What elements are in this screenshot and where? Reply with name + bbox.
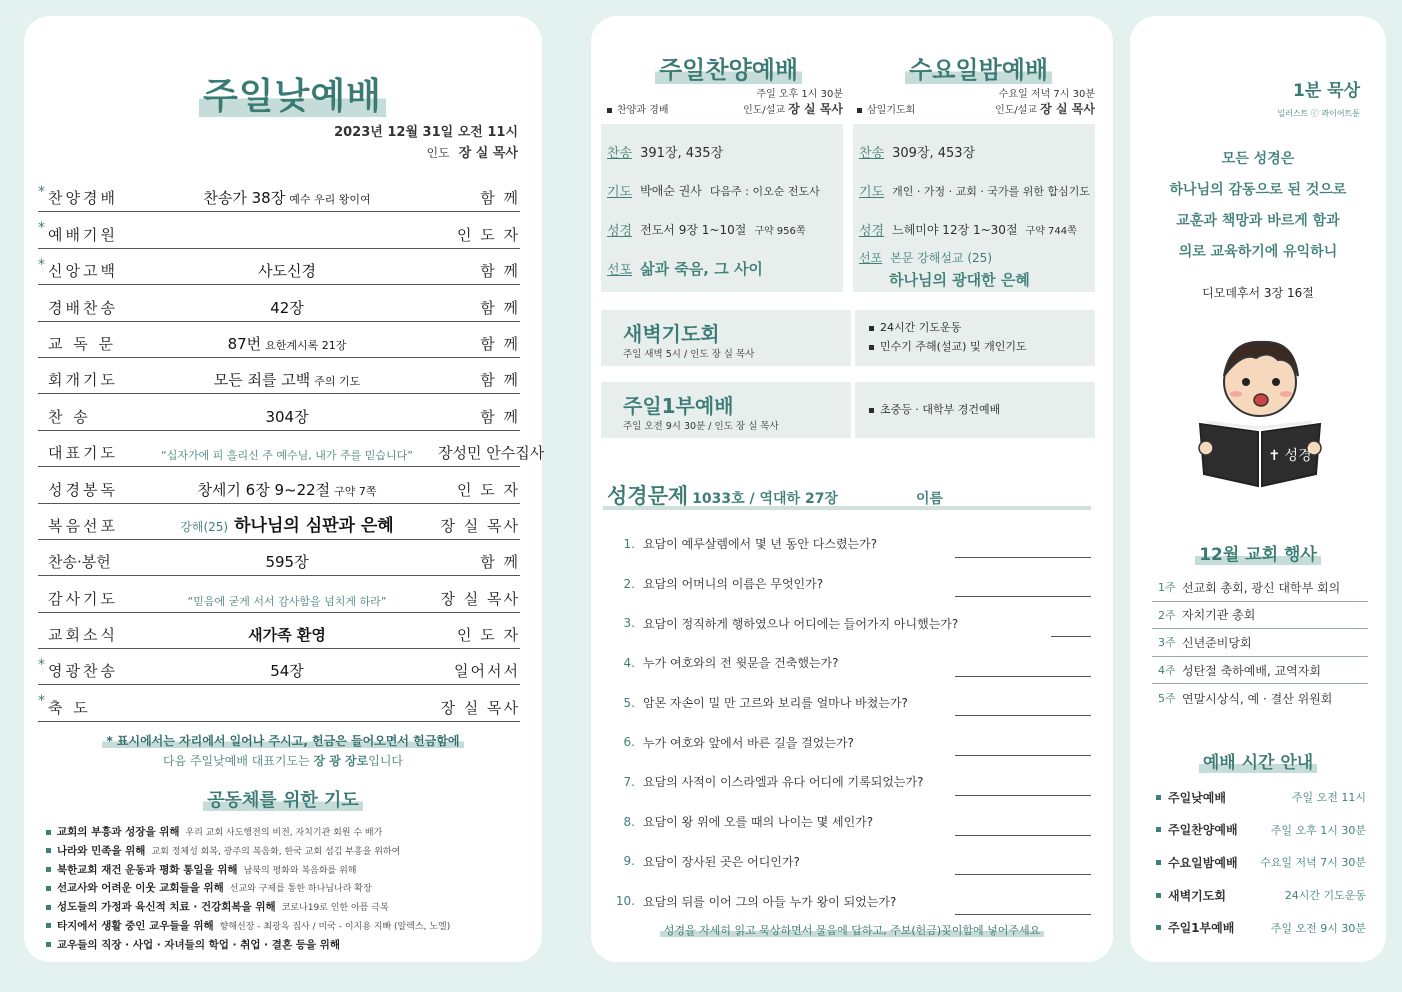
bible-reader-illustration [1190, 324, 1330, 494]
answer-line[interactable] [955, 914, 1091, 915]
verse-reference: 디모데후서 3장 16절 [1202, 286, 1314, 300]
quiz-questions [613, 524, 1091, 921]
order-content: 304장 [265, 407, 309, 426]
quiz-question: 3. 요담이 정직하게 행하였으나 어디에는 들어가지 아니했는가? [613, 603, 1091, 643]
order-who: 함 께 [480, 407, 520, 426]
order-who: 인 도 자 [456, 480, 520, 499]
order-row [38, 649, 520, 685]
order-content: 사도신경 [258, 262, 316, 281]
order-name: 찬양경배 [48, 189, 118, 208]
order-name: 대표기도 [48, 444, 118, 463]
list-item: 3주 신년준비당회 [1152, 629, 1368, 657]
order-content: 595장 [265, 553, 309, 572]
service-times-list [1156, 781, 1366, 944]
order-who: 함 께 [480, 298, 520, 317]
order-row [38, 613, 520, 649]
list-item: 나라와 민족을 위해 교회 정체성 회복, 광주의 복음화, 한국 교회 섬김 부흥을 위하여 [46, 843, 536, 862]
order-content: “믿음에 굳게 서서 감사함을 넘치게 하라” [187, 594, 387, 608]
list-item: 수요일밤예배 수요일 저녁 7시 30분 [1156, 846, 1366, 879]
order-row [38, 504, 520, 540]
meditation-title: 1분 묵상 [1292, 81, 1360, 101]
order-name: 감사기도 [48, 589, 118, 608]
list-item: 교회의 부흥과 성장을 위해 우리 교회 사도행전의 비전, 자치기관 회원 수 배가 [46, 824, 536, 843]
wednesday-service-header: 삼일기도회 수요일 저녁 7시 30분 인도/설교 장 실 목사 [853, 88, 1095, 118]
order-who: 함 께 [480, 262, 520, 281]
first-service-items: 초중등 · 대학부 경건예배 [869, 400, 1000, 419]
praise-service-title: 주일찬양예배 [655, 50, 802, 85]
answer-line[interactable] [955, 596, 1091, 597]
order-name: 교회소식 [48, 626, 118, 645]
prayer-list [46, 824, 536, 956]
standing-note: * 표시에서는 자리에서 일어나 주시고, 헌금은 들어오면서 헌금함에 [102, 734, 463, 748]
quiz-title: 성경문제 1033호 / 역대하 27장 이름 [607, 484, 944, 508]
service-date-block [334, 122, 518, 164]
page-title: 주일낮예배 [199, 68, 386, 119]
order-row [38, 322, 520, 358]
order-content: 강해(25) 하나님의 심판과 은혜 [180, 515, 394, 536]
list-item: 주일1부예배 주일 오전 9시 30분 [1156, 911, 1366, 944]
list-item: 성도들의 가정과 육신적 치료 · 건강회복을 위해 코로나19로 인한 아픔 극복 [46, 899, 536, 918]
order-who: 인 도 자 [456, 225, 520, 244]
order-name: 찬송·봉헌 [48, 553, 111, 572]
order-content: 87번 요한계시록 21장 [227, 334, 347, 353]
order-content: 54장 [270, 662, 304, 681]
order-who: 함 께 [480, 334, 520, 353]
order-who: 장 실 목사 [440, 589, 520, 608]
stand-marker: * [38, 184, 45, 200]
order-name: 교 독 문 [48, 334, 117, 353]
order-content: 창세기 6장 9~22절 구약 7쪽 [197, 480, 377, 499]
quiz-question: 4. 누가 여호와의 전 윗문을 건축했는가? [613, 643, 1091, 683]
list-item: 타지에서 생활 중인 교우들을 위해 향해선장 - 최광옥 집사 / 미국 - 이지용 지빠 (알렉스, 노엘) [46, 918, 536, 937]
list-item: 1주 선교회 총회, 광신 대학부 회의 [1152, 574, 1368, 602]
illustration-credit: 일러스트 ⓒ 콰이어트툰 [1277, 109, 1360, 118]
first-service-box [601, 382, 1095, 438]
list-item: 선교사와 어려운 이웃 교회들을 위해 선교와 구제를 통한 하나님나라 확장 [46, 880, 536, 899]
answer-line[interactable] [955, 557, 1091, 558]
book-label: ✝ 성경 [1268, 448, 1312, 464]
quiz-question: 7. 요담의 사적이 이스라엘과 유다 어디에 기록되었는가? [613, 762, 1091, 802]
meditation-verse: 모든 성경은 하나님의 감동으로 된 것으로 교훈과 책망과 바르게 함과 의로 교육하기에 유익하니 [1169, 151, 1347, 260]
order-row [38, 249, 520, 285]
service-times-title: 예배 시간 안내 [1130, 748, 1386, 773]
quiz-question: 9. 요담이 장사된 곳은 어디인가? [613, 842, 1091, 882]
answer-line[interactable] [955, 874, 1091, 875]
prayer-section-title: 공동체를 위한 기도 [24, 786, 542, 812]
right-panel [1130, 16, 1386, 962]
praise-service-header: 찬양과 경배 주일 오후 1시 30분 인도/설교 장 실 목사 [603, 88, 843, 118]
service-date: 2023년 12월 31일 오전 11시 [334, 125, 518, 140]
order-content: 42장 [270, 298, 304, 317]
next-prayer-note: 다음 주일낮예배 대표기도는 장 광 장로입니다 [162, 754, 404, 768]
order-name: 회개기도 [48, 371, 118, 390]
order-row [38, 576, 520, 612]
order-row [38, 685, 520, 721]
quiz-question: 8. 요담이 왕 위에 오를 때의 나이는 몇 세인가? [613, 802, 1091, 842]
order-name: 찬 송 [48, 407, 91, 426]
order-who: 장 실 목사 [440, 516, 520, 535]
answer-line[interactable] [955, 676, 1091, 677]
order-row [38, 285, 520, 321]
list-item: 5주 연말시상식, 예 · 결산 위원회 [1158, 691, 1333, 706]
order-row [38, 358, 520, 394]
quiz-footer: 성경을 자세히 읽고 묵상하면서 물음에 답하고, 주보(헌금)꽂이함에 넣어주세요 [591, 922, 1113, 938]
wednesday-service-details: 찬송 309장, 453장 기도 개인 · 가정 · 교회 · 국가를 위한 합심기도 성경 느헤미야 12장 1~30절 구약 744쪽 선포 본문 강해설교 (25) 하나님의 광대한 은혜 [853, 124, 1095, 292]
praise-service-details: 찬송 391장, 435장 기도 박애순 권사 다음주 : 이오순 전도사 성경 전도서 9장 1~10절 구약 956쪽 선포 삶과 죽음, 그 사이 [601, 124, 843, 292]
order-who: 인 도 자 [456, 626, 520, 645]
list-item: 2주 자치기관 총회 [1152, 602, 1368, 630]
list-item: 주일찬양예배 주일 오후 1시 30분 [1156, 814, 1366, 847]
order-row [38, 467, 520, 503]
leader-name: 장 실 목사 [458, 146, 518, 161]
order-who: 함 께 [480, 371, 520, 390]
order-name: 축 도 [48, 698, 91, 717]
order-name: 경배찬송 [48, 298, 118, 317]
order-who: 함 께 [480, 189, 520, 208]
first-service-title: 주일1부예배 [623, 394, 734, 418]
events-list [1152, 574, 1368, 712]
order-row [38, 176, 520, 212]
list-item: 주일낮예배 주일 오전 11시 [1156, 781, 1366, 814]
answer-line[interactable] [955, 715, 1091, 716]
stand-marker: * [38, 220, 45, 237]
dawn-prayer-items: 24시간 기도운동 민수기 주해(설교) 및 개인기도 [869, 318, 1027, 356]
order-name: 복음선포 [48, 516, 118, 535]
answer-line[interactable] [1051, 636, 1091, 637]
dawn-prayer-box [601, 310, 1095, 366]
order-row [38, 212, 520, 248]
quiz-question: 10. 요담의 뒤를 이어 그의 아들 누가 왕이 되었는가? [613, 881, 1091, 921]
stand-marker: * [38, 657, 45, 674]
order-name: 신앙고백 [48, 262, 118, 281]
events-title: 12월 교회 행사 [1130, 540, 1386, 565]
order-who: 함 께 [480, 553, 520, 572]
stand-marker: * [38, 693, 45, 710]
list-item: 북한교회 재건 운동과 평화 통일을 위해 남북의 평화와 복음화를 위해 [46, 862, 536, 881]
stand-marker: * [38, 256, 45, 273]
answer-line[interactable] [955, 835, 1091, 836]
list-item: 새벽기도회 24시간 기도운동 [1156, 879, 1366, 912]
worship-notes [24, 731, 542, 771]
first-service-subtitle: 주일 오전 9시 30분 / 인도 장 실 목사 [623, 421, 779, 432]
order-who: 일어서서 [454, 662, 520, 681]
order-who: 장성민 안수집사 [438, 444, 545, 463]
order-content: 새가족 환영 [248, 626, 326, 645]
list-item: 교우들의 직장 · 사업 · 자녀들의 학업 · 취업 · 결혼 등을 위해 [46, 937, 536, 956]
answer-line[interactable] [955, 795, 1091, 796]
quiz-question: 1. 요담이 예루살렘에서 몇 년 동안 다스렸는가? [613, 524, 1091, 564]
quiz-question: 6. 누가 여호와 앞에서 바른 길을 걸었는가? [613, 722, 1091, 762]
order-content: “십자가에 피 흘리신 주 예수님, 내가 주를 믿습니다” [161, 449, 413, 463]
order-of-worship [38, 176, 545, 722]
order-name: 영광찬송 [48, 662, 118, 681]
dawn-prayer-subtitle: 주일 새벽 5시 / 인도 장 실 목사 [623, 349, 755, 360]
order-content: 모든 죄를 고백 주의 기도 [213, 371, 361, 390]
order-row [38, 540, 520, 576]
leader-label: 인도 [426, 146, 450, 160]
order-who: 장 실 목사 [440, 698, 520, 717]
order-row [38, 394, 520, 430]
answer-line[interactable] [955, 755, 1091, 756]
order-row [38, 431, 545, 467]
quiz-question: 2. 요담의 어머니의 이름은 무엇인가? [613, 564, 1091, 604]
middle-panel [591, 16, 1113, 962]
quiz-question: 5. 암몬 자손이 밀 만 고르와 보리를 얼마나 바쳤는가? [613, 683, 1091, 723]
order-name: 예배기원 [48, 225, 118, 244]
left-panel [24, 16, 545, 962]
order-name: 성경봉독 [48, 480, 118, 499]
dawn-prayer-title: 새벽기도회 [623, 322, 720, 346]
list-item: 4주 성탄절 축하예배, 교역자회 [1152, 657, 1368, 685]
wednesday-service-title: 수요일밤예배 [905, 50, 1052, 85]
order-content: 찬송가 38장 예수 우리 왕이여 [203, 189, 371, 208]
